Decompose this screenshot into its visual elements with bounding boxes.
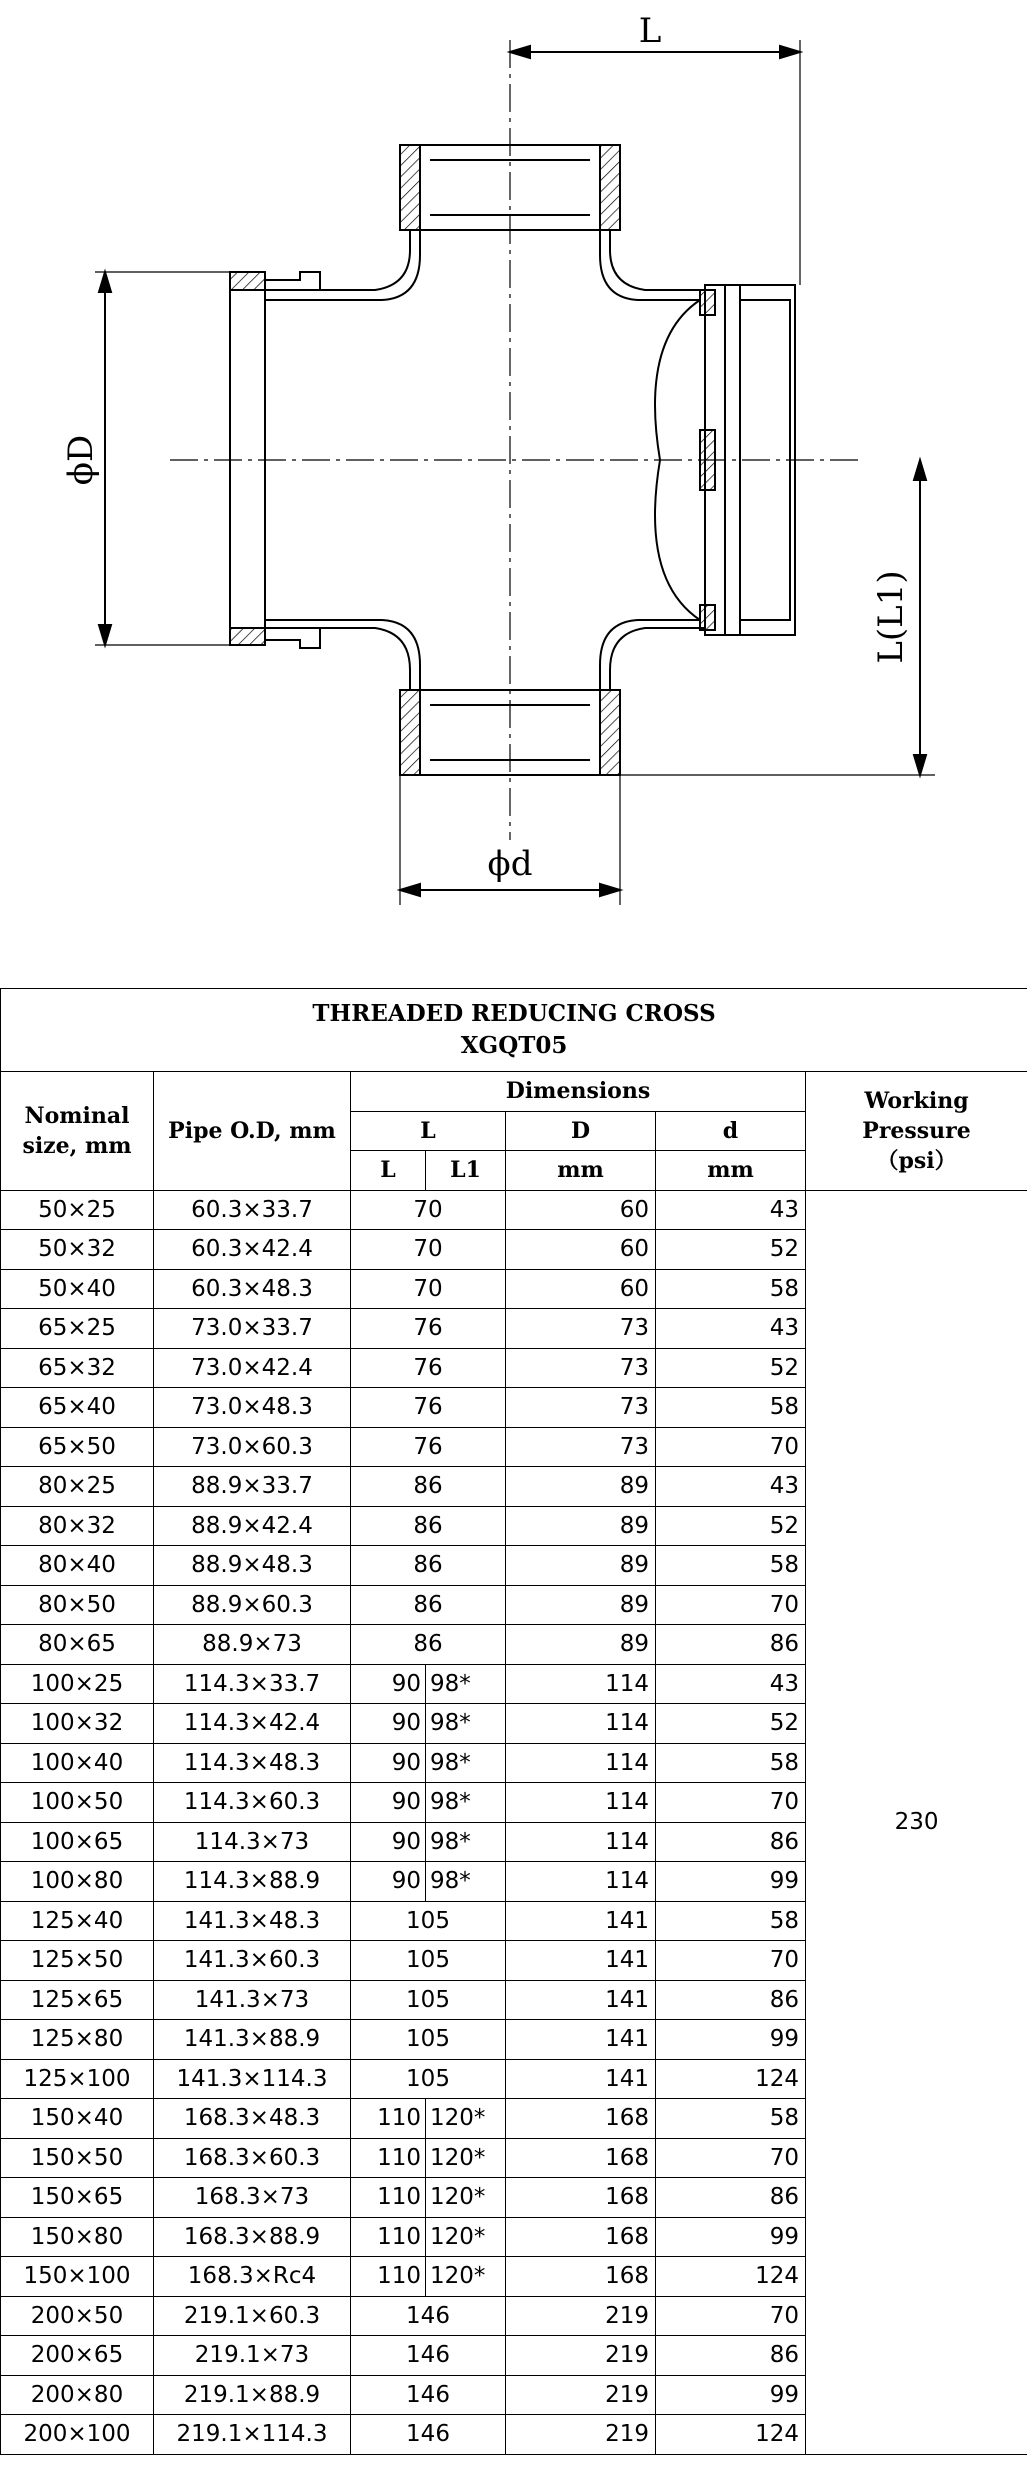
cell-D: 219	[506, 2415, 656, 2455]
cell-nominal-size: 100×50	[1, 1783, 154, 1823]
cell-D: 168	[506, 2217, 656, 2257]
cell-pipe-od: 73.0×60.3	[154, 1427, 351, 1467]
cell-nominal-size: 80×65	[1, 1625, 154, 1665]
cell-d: 52	[656, 1230, 806, 1270]
cell-d: 58	[656, 1546, 806, 1586]
cell-d: 43	[656, 1309, 806, 1349]
cell-nominal-size: 150×50	[1, 2138, 154, 2178]
header-L: L	[351, 1111, 506, 1151]
cell-D: 219	[506, 2296, 656, 2336]
cell-nominal-size: 50×25	[1, 1190, 154, 1230]
cell-D: 114	[506, 1822, 656, 1862]
cell-d: 99	[656, 2217, 806, 2257]
cell-pipe-od: 168.3×48.3	[154, 2099, 351, 2139]
header-dimensions: Dimensions	[351, 1072, 806, 1112]
label-LL1: L(L1)	[871, 570, 911, 664]
cell-d: 70	[656, 2138, 806, 2178]
cell-D: 141	[506, 2059, 656, 2099]
cell-d: 70	[656, 2296, 806, 2336]
cell-nominal-size: 150×100	[1, 2257, 154, 2297]
cell-nominal-size: 100×65	[1, 1822, 154, 1862]
cell-pipe-od: 60.3×42.4	[154, 1230, 351, 1270]
cell-nominal-size: 80×50	[1, 1585, 154, 1625]
cell-D: 89	[506, 1506, 656, 1546]
cell-L: 146	[351, 2415, 506, 2455]
cell-nominal-size: 65×50	[1, 1427, 154, 1467]
cell-L: 76	[351, 1388, 506, 1428]
cell-D: 114	[506, 1783, 656, 1823]
cell-D: 89	[506, 1625, 656, 1665]
cell-L: 146	[351, 2336, 506, 2376]
cell-nominal-size: 200×50	[1, 2296, 154, 2336]
cell-L: 86	[351, 1546, 506, 1586]
cell-pipe-od: 219.1×114.3	[154, 2415, 351, 2455]
cell-pipe-od: 114.3×60.3	[154, 1783, 351, 1823]
cell-pipe-od: 141.3×114.3	[154, 2059, 351, 2099]
cell-d: 52	[656, 1506, 806, 1546]
cell-D: 219	[506, 2375, 656, 2415]
cell-d: 43	[656, 1467, 806, 1507]
cell-nominal-size: 65×25	[1, 1309, 154, 1349]
cell-L: 86	[351, 1467, 506, 1507]
cell-nominal-size: 200×100	[1, 2415, 154, 2455]
cell-D: 141	[506, 1901, 656, 1941]
cell-D: 114	[506, 1704, 656, 1744]
cell-d: 86	[656, 1980, 806, 2020]
cell-L1: 98*	[426, 1743, 506, 1783]
cell-d: 86	[656, 1625, 806, 1665]
cell-pipe-od: 88.9×48.3	[154, 1546, 351, 1586]
cell-D: 114	[506, 1862, 656, 1902]
cell-nominal-size: 100×40	[1, 1743, 154, 1783]
cell-nominal-size: 125×50	[1, 1941, 154, 1981]
cell-L: 105	[351, 2059, 506, 2099]
cell-pipe-od: 141.3×73	[154, 1980, 351, 2020]
header-d-unit: mm	[656, 1151, 806, 1191]
cell-D: 168	[506, 2099, 656, 2139]
cell-L1: 98*	[426, 1704, 506, 1744]
cell-pipe-od: 219.1×73	[154, 2336, 351, 2376]
cell-D: 73	[506, 1348, 656, 1388]
cell-L: 70	[351, 1230, 506, 1270]
cell-D: 60	[506, 1269, 656, 1309]
cell-L1: 120*	[426, 2099, 506, 2139]
cell-d: 99	[656, 1862, 806, 1902]
cell-d: 43	[656, 1664, 806, 1704]
cell-pipe-od: 141.3×60.3	[154, 1941, 351, 1981]
cell-D: 89	[506, 1585, 656, 1625]
cell-L: 86	[351, 1585, 506, 1625]
cell-nominal-size: 80×25	[1, 1467, 154, 1507]
cell-D: 114	[506, 1743, 656, 1783]
cell-pipe-od: 114.3×88.9	[154, 1862, 351, 1902]
cell-L: 90	[351, 1664, 426, 1704]
cell-D: 89	[506, 1546, 656, 1586]
cell-D: 73	[506, 1388, 656, 1428]
cell-L: 105	[351, 1901, 506, 1941]
cell-d: 70	[656, 1941, 806, 1981]
cell-nominal-size: 125×65	[1, 1980, 154, 2020]
table-title	[1, 989, 1027, 1072]
cell-nominal-size: 125×100	[1, 2059, 154, 2099]
cell-d: 43	[656, 1190, 806, 1230]
cell-nominal-size: 125×40	[1, 1901, 154, 1941]
cell-nominal-size: 200×80	[1, 2375, 154, 2415]
cell-d: 70	[656, 1585, 806, 1625]
cell-pipe-od: 73.0×48.3	[154, 1388, 351, 1428]
cell-L: 90	[351, 1862, 426, 1902]
cell-L1: 120*	[426, 2178, 506, 2218]
cell-pipe-od: 114.3×48.3	[154, 1743, 351, 1783]
cell-L: 105	[351, 2020, 506, 2060]
cell-L1: 98*	[426, 1822, 506, 1862]
cell-nominal-size: 50×40	[1, 1269, 154, 1309]
cell-nominal-size: 100×32	[1, 1704, 154, 1744]
cell-L: 146	[351, 2296, 506, 2336]
cell-pipe-od: 168.3×Rc4	[154, 2257, 351, 2297]
title-line-1: THREADED REDUCING CROSS	[312, 1000, 716, 1027]
cell-nominal-size: 50×32	[1, 1230, 154, 1270]
cell-D: 219	[506, 2336, 656, 2376]
cell-L1: 98*	[426, 1862, 506, 1902]
cell-L: 76	[351, 1309, 506, 1349]
cell-L: 90	[351, 1822, 426, 1862]
cell-D: 141	[506, 1980, 656, 2020]
cell-D: 60	[506, 1230, 656, 1270]
cell-pipe-od: 168.3×73	[154, 2178, 351, 2218]
cell-L: 76	[351, 1348, 506, 1388]
cell-L: 76	[351, 1427, 506, 1467]
cell-d: 58	[656, 1388, 806, 1428]
cell-D: 73	[506, 1427, 656, 1467]
cell-L: 110	[351, 2138, 426, 2178]
specification-table	[0, 988, 1027, 2455]
cell-d: 52	[656, 1348, 806, 1388]
cell-pipe-od: 168.3×60.3	[154, 2138, 351, 2178]
cell-pipe-od: 88.9×60.3	[154, 1585, 351, 1625]
cell-pipe-od: 73.0×42.4	[154, 1348, 351, 1388]
title-line-2: XGQT05	[460, 1032, 568, 1059]
cell-pipe-od: 88.9×73	[154, 1625, 351, 1665]
cell-D: 60	[506, 1190, 656, 1230]
cross-fitting-drawing	[0, 0, 1027, 960]
cell-pipe-od: 141.3×88.9	[154, 2020, 351, 2060]
cell-L: 70	[351, 1190, 506, 1230]
cell-d: 70	[656, 1427, 806, 1467]
cell-pipe-od: 219.1×88.9	[154, 2375, 351, 2415]
cell-D: 73	[506, 1309, 656, 1349]
cell-d: 99	[656, 2020, 806, 2060]
cell-D: 141	[506, 2020, 656, 2060]
cell-pipe-od: 141.3×48.3	[154, 1901, 351, 1941]
cell-L: 70	[351, 1269, 506, 1309]
cell-D: 168	[506, 2178, 656, 2218]
cell-L: 110	[351, 2217, 426, 2257]
cell-d: 86	[656, 2336, 806, 2376]
label-phiD: ϕD	[61, 434, 101, 486]
cell-L: 105	[351, 1980, 506, 2020]
header-d: d	[656, 1111, 806, 1151]
cell-pipe-od: 219.1×60.3	[154, 2296, 351, 2336]
label-phid: ϕd	[487, 844, 533, 884]
label-L: L	[638, 11, 662, 51]
cell-working-pressure: 230	[806, 1190, 1027, 2454]
cell-d: 124	[656, 2415, 806, 2455]
cell-D: 89	[506, 1467, 656, 1507]
cell-d: 52	[656, 1704, 806, 1744]
cell-L: 110	[351, 2099, 426, 2139]
cell-nominal-size: 65×40	[1, 1388, 154, 1428]
cell-D: 168	[506, 2138, 656, 2178]
cell-d: 86	[656, 1822, 806, 1862]
cell-pipe-od: 114.3×33.7	[154, 1664, 351, 1704]
cell-L1: 120*	[426, 2257, 506, 2297]
cell-nominal-size: 150×40	[1, 2099, 154, 2139]
cell-pipe-od: 60.3×33.7	[154, 1190, 351, 1230]
cell-L1: 120*	[426, 2138, 506, 2178]
cell-D: 114	[506, 1664, 656, 1704]
cell-L: 86	[351, 1625, 506, 1665]
header-L1-sub: L1	[426, 1151, 506, 1191]
cell-L: 90	[351, 1704, 426, 1744]
cell-pipe-od: 73.0×33.7	[154, 1309, 351, 1349]
header-working-pressure: Working Pressure （psi）	[806, 1072, 1027, 1191]
cell-L: 105	[351, 1941, 506, 1981]
cell-d: 58	[656, 2099, 806, 2139]
cell-L: 90	[351, 1743, 426, 1783]
header-nominal-size: Nominal size, mm	[1, 1072, 154, 1191]
cell-nominal-size: 150×80	[1, 2217, 154, 2257]
cell-L: 90	[351, 1783, 426, 1823]
cell-d: 58	[656, 1269, 806, 1309]
cell-nominal-size: 65×32	[1, 1348, 154, 1388]
cell-pipe-od: 60.3×48.3	[154, 1269, 351, 1309]
cell-pipe-od: 168.3×88.9	[154, 2217, 351, 2257]
cell-nominal-size: 80×40	[1, 1546, 154, 1586]
cell-nominal-size: 100×25	[1, 1664, 154, 1704]
cell-d: 99	[656, 2375, 806, 2415]
cell-L: 146	[351, 2375, 506, 2415]
cell-pipe-od: 88.9×33.7	[154, 1467, 351, 1507]
cell-L: 110	[351, 2257, 426, 2297]
cell-pipe-od: 88.9×42.4	[154, 1506, 351, 1546]
cell-D: 141	[506, 1941, 656, 1981]
cell-d: 58	[656, 1743, 806, 1783]
cell-nominal-size: 150×65	[1, 2178, 154, 2218]
cell-L1: 120*	[426, 2217, 506, 2257]
cell-nominal-size: 80×32	[1, 1506, 154, 1546]
table-row	[1, 1190, 1027, 1230]
header-D: D	[506, 1111, 656, 1151]
cell-L1: 98*	[426, 1664, 506, 1704]
cell-nominal-size: 125×80	[1, 2020, 154, 2060]
cell-d: 124	[656, 2059, 806, 2099]
cell-nominal-size: 100×80	[1, 1862, 154, 1902]
cell-d: 58	[656, 1901, 806, 1941]
cell-L1: 98*	[426, 1783, 506, 1823]
cell-d: 70	[656, 1783, 806, 1823]
cell-nominal-size: 200×65	[1, 2336, 154, 2376]
header-pipe-od: Pipe O.D, mm	[154, 1072, 351, 1191]
cell-pipe-od: 114.3×42.4	[154, 1704, 351, 1744]
cell-d: 86	[656, 2178, 806, 2218]
header-L-sub: L	[351, 1151, 426, 1191]
cell-L: 110	[351, 2178, 426, 2218]
cell-pipe-od: 114.3×73	[154, 1822, 351, 1862]
header-D-unit: mm	[506, 1151, 656, 1191]
cell-L: 86	[351, 1506, 506, 1546]
cell-d: 124	[656, 2257, 806, 2297]
cell-D: 168	[506, 2257, 656, 2297]
